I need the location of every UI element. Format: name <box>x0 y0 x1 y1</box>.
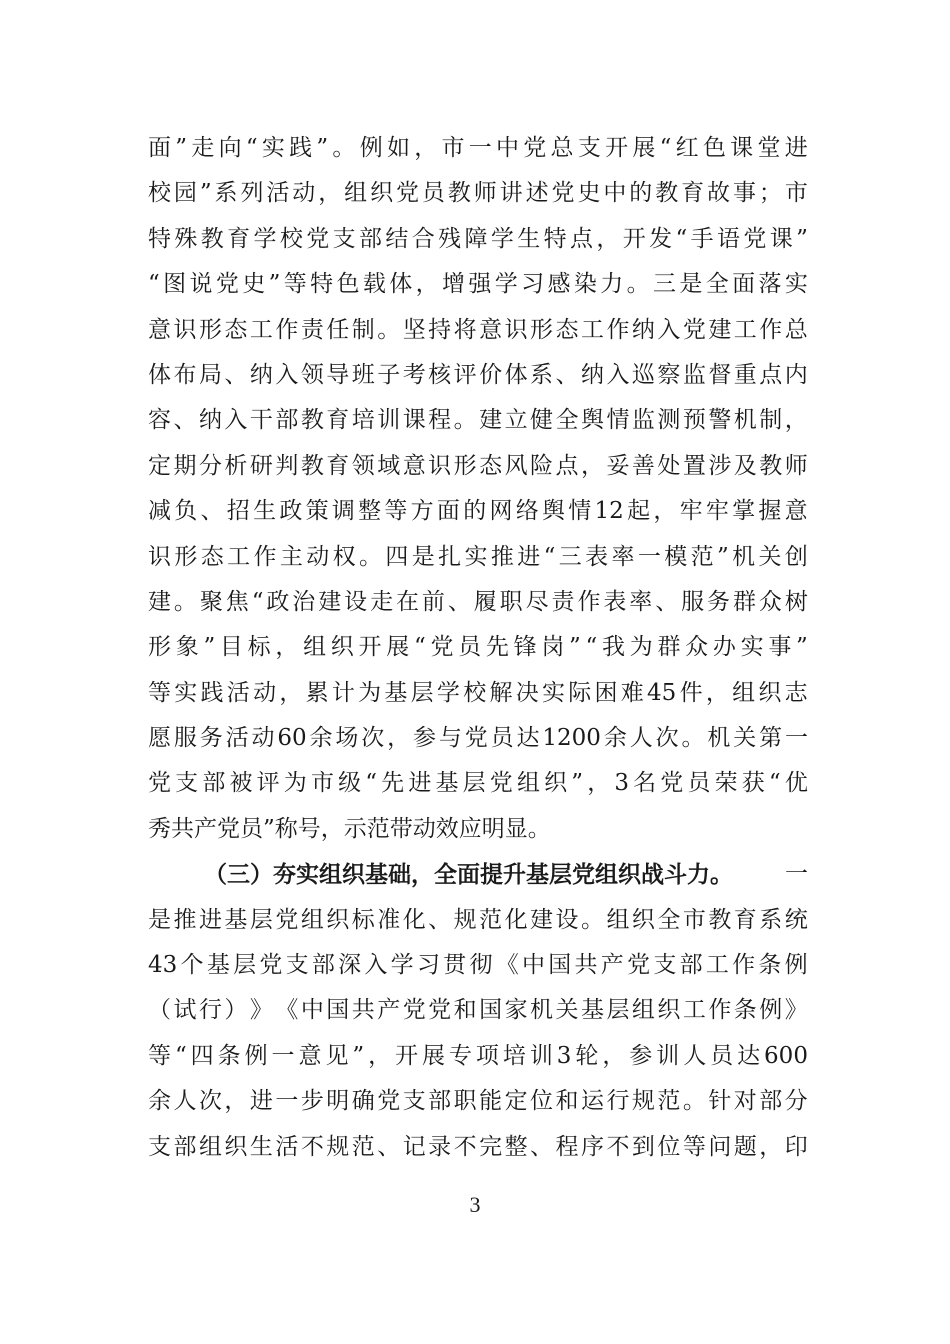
text-line: 减 负 、 招 生 政 策 调 整 等 方 面 的 网 络 舆 情 12 起 ， 牢 牢 掌 握 意 <box>148 498 808 525</box>
section-heading-tail: 一 <box>785 861 808 888</box>
text-line: 建 。 聚 焦 “ 政 治 建 设 走 在 前 、 履 职 尽 责 作 表 率 、 服 务 群 众 树 <box>148 588 808 615</box>
text-line: 等 “ 四 条 例 一 意 见 ” ， 开 展 专 项 培 训 3 轮 ， 参 训 人 员 达 600 <box>148 1042 808 1069</box>
text-line: 体 布 局 、 纳 入 领 导 班 子 考 核 评 价 体 系 、 纳 入 巡 察 监 督 重 点 内 <box>148 361 808 388</box>
text-line: 意 识 形 态 工 作 责 任 制 。 坚 持 将 意 识 形 态 工 作 纳 入 党 建 工 作 总 <box>148 316 808 343</box>
section-heading: （三）夯实组织基础，全面提升基层党组织战斗力。 <box>204 861 733 889</box>
text-line: 余 人 次 ， 进 一 步 明 确 党 支 部 职 能 定 位 和 运 行 规 范 。 针 对 部 分 <box>148 1088 808 1115</box>
section-heading-line <box>148 852 808 897</box>
page-number: 3 <box>469 1192 481 1217</box>
text-line: 特 殊 教 育 学 校 党 支 部 结 合 残 障 学 生 特 点 ， 开 发 “ 手 语 党 课 ” <box>148 225 808 252</box>
text-line: 形 象 ” 目 标 ， 组 织 开 展 “ 党 员 先 锋 岗 ” “ 我 为 群 众 办 实 事 ” <box>148 634 808 661</box>
text-line: 识 形 态 工 作 主 动 权 。 四 是 扎 实 推 进 “ 三 表 率 一 模 范 ” 机 关 创 <box>148 543 808 570</box>
text-line: 等 实 践 活 动 ， 累 计 为 基 层 学 校 解 决 实 际 困 难 45 件 ， 组 织 志 <box>148 679 808 706</box>
text-line: 党 支 部 被 评 为 市 级 “ 先 进 基 层 党 组 织 ” ， 3 名 党 员 荣 获 “ 优 <box>148 770 808 797</box>
text-line: 面 ” 走 向 “ 实 践 ” 。 例 如 ， 市 一 中 党 总 支 开 展 “ 红 色 课 堂 进 <box>148 135 808 161</box>
text-line: 秀共产党员”称号，示范带动效应明显。 <box>148 815 551 842</box>
text-line: 定 期 分 析 研 判 教 育 领 域 意 识 形 态 风 险 点 ， 妥 善 处 置 涉 及 教 师 <box>148 452 808 479</box>
text-line: 愿 服 务 活 动 60 余 场 次 ， 参 与 党 员 达 1200 余 人 次 。 机 关 第 一 <box>148 725 808 752</box>
text-line: “ 图 说 党 史 ” 等 特 色 载 体 ， 增 强 学 习 感 染 力 。 三 是 全 面 落 实 <box>148 271 808 298</box>
body-text <box>148 126 808 1170</box>
text-line: 支 部 组 织 生 活 不 规 范 、 记 录 不 完 整 、 程 序 不 到 位 等 问 题 ， 印 <box>148 1133 808 1160</box>
text-line: 43 个 基 层 党 支 部 深 入 学 习 贯 彻 《 中 国 共 产 党 支 部 工 作 条 例 <box>148 952 808 979</box>
text-line: 校 园 ” 系 列 活 动 ， 组 织 党 员 教 师 讲 述 党 史 中 的 教 育 故 事 ； 市 <box>148 180 808 207</box>
text-line: 容 、 纳 入 干 部 教 育 培 训 课 程 。 建 立 健 全 舆 情 监 测 预 警 机 制 ， <box>148 407 808 434</box>
text-line: 是 推 进 基 层 党 组 织 标 准 化 、 规 范 化 建 设 。 组 织 全 市 教 育 系 统 <box>148 906 808 933</box>
text-line: （ 试 行 ） 》 《 中 国 共 产 党 党 和 国 家 机 关 基 层 组 织 工 作 条 例 》 <box>148 997 808 1024</box>
